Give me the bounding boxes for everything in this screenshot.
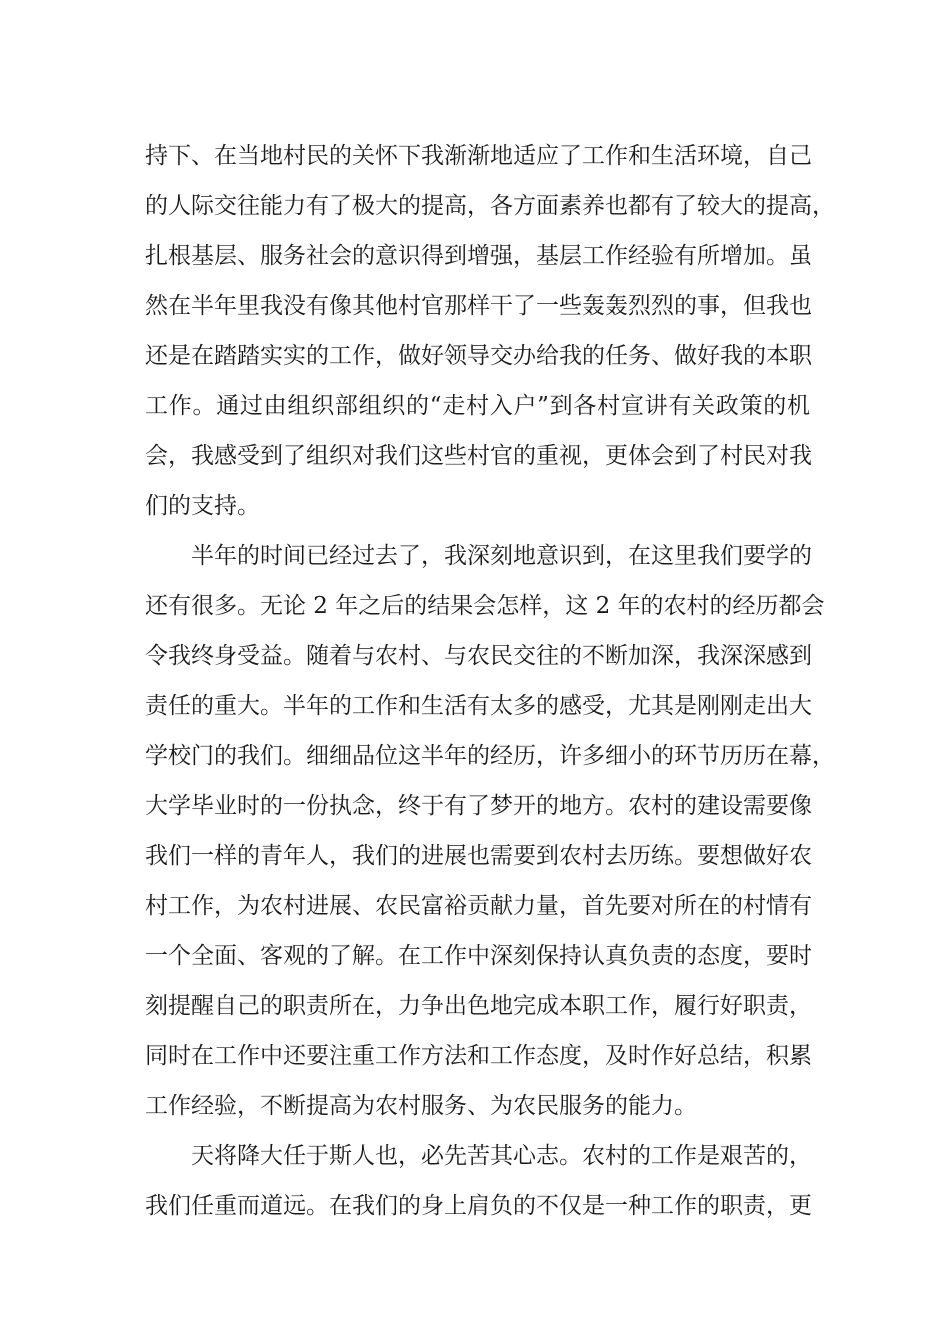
text-line: 一个全面、客观的了解。在工作中深刻保持认真负责的态度，要时 <box>145 943 812 969</box>
text-line: 村工作，为农村进展、农民富裕贡献力量，首先要对所在的村情有 <box>145 893 812 919</box>
text-line: 的人际交往能力有了极大的提高，各方面素养也都有了较大的提高， <box>145 193 835 219</box>
text-line: 同时在工作中还要注重工作方法和工作态度，及时作好总结，积累 <box>145 1043 812 1069</box>
text-line: 令我终身受益。随着与农村、与农民交往的不断加深，我深深感到 <box>145 643 812 669</box>
text-line: 工作经验，不断提高为农村服务、为农民服务的能力。 <box>145 1093 697 1119</box>
text-line: 半年的时间已经过去了，我深刻地意识到，在这里我们要学的 <box>191 543 812 569</box>
text-line: 还是在踏踏实实的工作，做好领导交办给我的任务、做好我的本职 <box>145 343 812 369</box>
text-line: 然在半年里我没有像其他村官那样干了一些轰轰烈烈的事，但我也 <box>145 293 812 319</box>
text-line: 天将降大任于斯人也，必先苦其心志。农村的工作是艰苦的， <box>191 1143 812 1169</box>
text-line: 工作。通过由组织部组织的“走村入户”到各村宣讲有关政策的机 <box>145 393 810 419</box>
text-line: 我们一样的青年人，我们的进展也需要到农村去历练。要想做好农 <box>145 843 812 869</box>
text-line: 会，我感受到了组织对我们这些村官的重视，更体会到了村民对我 <box>145 443 812 469</box>
text-line: 大学毕业时的一份执念，终于有了梦开的地方。农村的建设需要像 <box>145 793 812 819</box>
text-line: 学校门的我们。细细品位这半年的经历，许多细小的环节历历在幕， <box>145 743 835 769</box>
text-line: 持下、在当地村民的关怀下我渐渐地适应了工作和生活环境，自己 <box>145 143 812 169</box>
text-line: 扎根基层、服务社会的意识得到增强，基层工作经验有所增加。虽 <box>145 243 812 269</box>
text-line: 刻提醒自己的职责所在，力争出色地完成本职工作，履行好职责， <box>145 993 812 1019</box>
text-line: 还有很多。无论 2 年之后的结果会怎样，这 2 年的农村的经历都会 <box>145 593 825 619</box>
text-line: 们的支持。 <box>145 493 260 519</box>
body-text <box>145 131 835 1231</box>
text-line: 我们任重而道远。在我们的身上肩负的不仅是一种工作的职责，更 <box>145 1193 812 1219</box>
text-line: 责任的重大。半年的工作和生活有太多的感受，尤其是刚刚走出大 <box>145 693 812 719</box>
